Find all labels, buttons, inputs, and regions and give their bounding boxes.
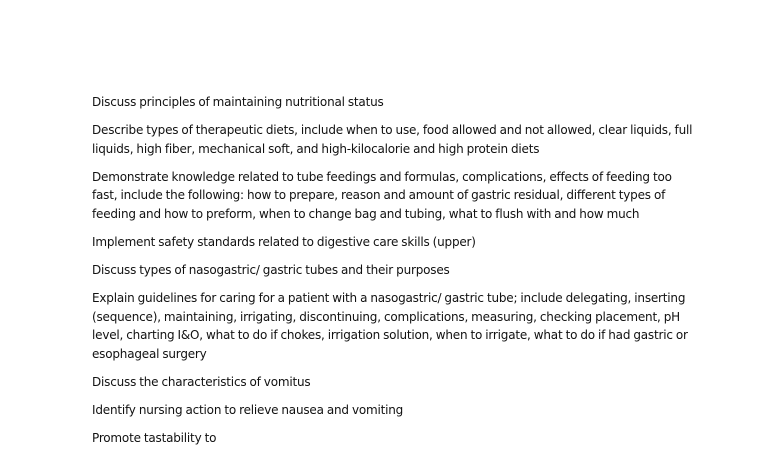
text-line: Identify nursing action to relieve nausea and vomiting [92, 403, 404, 418]
paragraph-tube-care-guidelines [92, 289, 696, 363]
text-line: fast, include the following: how to prepare, reason and amount of gastric residual, different types of [92, 188, 666, 203]
text-line: Discuss types of nasogastric/ gastric tubes and their purposes [92, 263, 450, 278]
text-line: Discuss principles of maintaining nutritional status [92, 95, 384, 109]
paragraph-tube-feedings [92, 168, 696, 224]
text-line: Promote tastability to [92, 431, 217, 446]
text-line: (sequence), maintaining, irrigating, discontinuing, complications, measuring, checking placement, pH [92, 309, 680, 324]
paragraph-nausea-relief [92, 401, 696, 420]
text-line: level, charting I&O, what to do if chokes, irrigation solution, when to irrigate, what to do if had gastric or [92, 328, 688, 343]
paragraph-partial-cutoff [92, 429, 696, 448]
paragraph-nutritional-status [92, 93, 696, 112]
text-line: Describe types of therapeutic diets, include when to use, food allowed and not allowed, clear liquids, full [92, 123, 693, 138]
text-line: feeding and how to preform, when to change bag and tubing, what to flush with and how much [92, 206, 640, 221]
paragraph-tube-types [92, 261, 696, 280]
text-line: liquids, high fiber, mechanical soft, and high-kilocalorie and high protein diets [92, 141, 540, 156]
text-line: Implement safety standards related to digestive care skills (upper) [92, 235, 476, 250]
paragraph-safety-standards [92, 233, 696, 252]
text-line: Discuss the characteristics of vomitus [92, 375, 311, 390]
text-line: Demonstrate knowledge related to tube feedings and formulas, complications, effects of feeding too [92, 169, 672, 184]
paragraph-vomitus [92, 373, 696, 392]
paragraph-therapeutic-diets [92, 121, 696, 158]
text-line: Explain guidelines for caring for a patient with a nasogastric/ gastric tube; include delegating, inserting [92, 291, 686, 306]
text-line: esophageal surgery [92, 347, 207, 362]
document-body [92, 93, 696, 457]
